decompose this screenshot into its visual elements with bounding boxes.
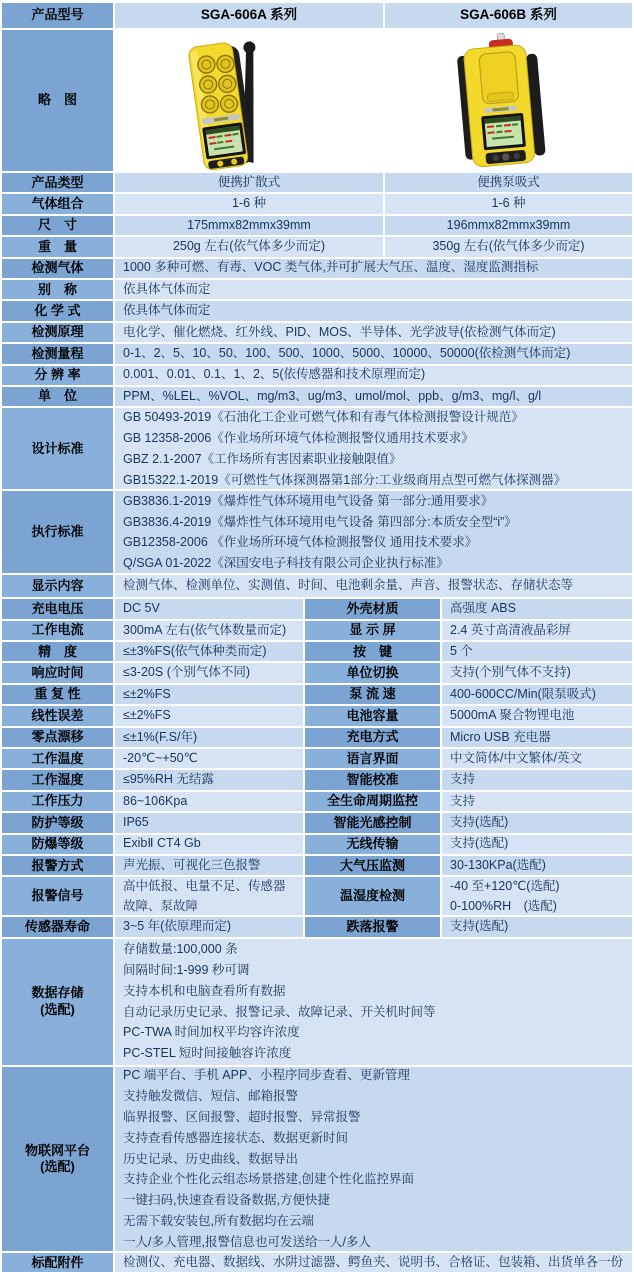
row-label: 重 复 性 [2,685,115,704]
device-photo-sga-606a [115,30,385,171]
row-header [2,3,634,30]
row-label: 标配附件 [2,1253,115,1272]
row-protection-rating [2,813,634,834]
row-label: 气体组合 [2,194,115,213]
row-linearity-error [2,706,634,727]
row-working-current [2,621,634,642]
text-line: PC-STEL 短时间接触容许浓度 [123,1046,292,1061]
row-label: 工作压力 [2,792,115,811]
value-2: 支持(选配) [442,917,634,936]
row-label: 工作湿度 [2,770,115,789]
value-b: 350g 左右(依气体多少而定) [385,237,634,256]
row-label-2: 全生命周期监控 [305,792,442,811]
device-photo-sga-606b [385,30,634,171]
value-a: 250g 左右(依气体多少而定) [115,237,385,256]
row-label: 执行标准 [2,491,115,573]
row-iot-platform [2,1067,634,1254]
label-line: 数据存储 [31,985,84,1001]
value-1: 声光振、可视化三色报警 [115,856,305,875]
row-label-2: 大气压监测 [305,856,442,875]
value-2: Micro USB 充电器 [442,728,634,747]
text-line: -40 至+120℃(选配) [450,878,560,893]
value-1: ≤95%RH 无结露 [115,770,305,789]
text-line: GB15322.1-2019《可燃性气体探测器第1部分:工业级商用点型可燃气体探测器》 [123,472,567,487]
text-line: 一键扫码,快速查看设备数据,方便快捷 [123,1193,330,1208]
temp-humidity-value [442,877,634,915]
row-label [2,1067,115,1252]
value-2: 2.4 英寸高清液晶彩屏 [442,621,634,640]
row-label: 响应时间 [2,663,115,682]
model-b-title: SGA-606B 系列 [385,3,634,28]
value-2: 30-130KPa(选配) [442,856,634,875]
row-value: 检测仪、充电器、数据线、水阱过滤器、鳄鱼夹、说明书、合格证、包装箱、出货单各一份 [115,1253,634,1272]
alarm-signal-value [115,877,305,915]
row-working-pressure [2,792,634,813]
row-label: 报警信号 [2,877,115,915]
value-1: ≤±2%FS [115,706,305,725]
row-value: PPM、%LEL、%VOL、mg/m3、ug/m3、umol/mol、ppb、g/m3、mg/l、g/l [115,387,634,406]
row-label-2: 智能校准 [305,770,442,789]
value-1: 3~5 年(依原理而定) [115,917,305,936]
value-b: 便携泵吸式 [385,173,634,192]
value-1: DC 5V [115,599,305,618]
row-label-2: 单位切换 [305,663,442,682]
row-execution-standard [2,491,634,575]
label-line: (选配) [40,1001,75,1017]
row-value: 电化学、催化燃烧、红外线、PID、MOS、半导体、光学波导(依检测气体而定) [115,323,634,342]
device-illustration-pump [404,32,614,170]
value-1: ≤±2%FS [115,685,305,704]
row-label-2: 跌落报警 [305,917,442,936]
sketch-label: 略 图 [2,30,115,171]
iot-platform-list [115,1067,634,1252]
row-label: 化 学 式 [2,301,115,320]
row-chemical-formula [2,301,634,322]
row-label: 单 位 [2,387,115,406]
data-storage-list [115,939,634,1065]
text-line: 支持企业个性化云组态场景搭建,创建个性化监控界面 [123,1172,414,1187]
value-1: IP65 [115,813,305,832]
text-line: 支持触发微信、短信、邮箱报警 [123,1089,299,1104]
value-2: 高强度 ABS [442,599,634,618]
row-label-2: 电池容量 [305,706,442,725]
row-detection-range [2,344,634,365]
value-2: 400-600CC/Min(限泵吸式) [442,685,634,704]
row-label-2: 泵 流 速 [305,685,442,704]
value-2: 支持(选配) [442,835,634,854]
row-label: 线性误差 [2,706,115,725]
row-unit [2,387,634,408]
row-product-type [2,173,634,194]
row-data-storage [2,939,634,1067]
row-product-images [2,30,634,173]
row-alarm-mode [2,856,634,877]
text-line: GB 12358-2006《作业场所环境气体检测报警仪通用技术要求》 [123,431,474,445]
value-b: 196mmx82mmx39mm [385,216,634,235]
row-label: 产品类型 [2,173,115,192]
row-label: 显示内容 [2,575,115,597]
text-line: 自动记录历史记录、报警记录、故障记录、开关机时间等 [123,1004,436,1019]
row-label-2: 外壳材质 [305,599,442,618]
value-a: 175mmx82mmx39mm [115,216,385,235]
row-explosion-proof-rating [2,835,634,856]
row-detect-gas [2,259,634,280]
row-label: 防护等级 [2,813,115,832]
value-1: -20℃~+50℃ [115,749,305,768]
value-2: 支持 [442,770,634,789]
row-accessories [2,1253,634,1272]
row-value: 0.001、0.01、0.1、1、2、5(依传感器和技术原理而定) [115,366,634,385]
value-2: 5 个 [442,642,634,661]
text-line: GB3836.1-2019《爆炸性气体环境用电气设备 第一部分:通用要求》 [123,493,494,508]
row-label: 检测气体 [2,259,115,278]
value-a: 便携扩散式 [115,173,385,192]
row-zero-drift [2,728,634,749]
row-working-humidity [2,770,634,791]
row-label: 报警方式 [2,856,115,875]
row-label: 别 称 [2,280,115,299]
text-line: 临界报警、区间报警、超时报警、异常报警 [123,1109,361,1124]
value-1: 86~106Kpa [115,792,305,811]
row-label-2: 按 键 [305,642,442,661]
value-1: ≤3-20S (个别气体不同) [115,663,305,682]
text-line: 0-100%RH (选配) [450,899,557,914]
text-line: Q/SGA 01-2022《深国安电子科技有限公司企业执行标准》 [123,556,449,571]
row-charge-voltage [2,599,634,620]
design-standard-list [115,408,634,489]
text-line: 支持查看传感器连接状态、数据更新时间 [123,1130,349,1145]
row-label: 充电电压 [2,599,115,618]
execution-standard-list [115,491,634,573]
value-a: 1-6 种 [115,194,385,213]
row-label: 工作电流 [2,621,115,640]
row-label: 工作温度 [2,749,115,768]
text-line: 一人/多人管理,报警信息也可发送给一人/多人 [123,1234,371,1249]
row-label: 零点漂移 [2,728,115,747]
row-label-2: 充电方式 [305,728,442,747]
device-illustration-diffusion [134,32,364,170]
row-label-2: 温湿度检测 [305,877,442,915]
row-label-2: 语言界面 [305,749,442,768]
row-label: 尺 寸 [2,216,115,235]
row-label [2,939,115,1065]
text-line: PC-TWA 时间加权平均容许浓度 [123,1025,300,1040]
row-label-2: 智能光感控制 [305,813,442,832]
row-label: 精 度 [2,642,115,661]
row-label-2: 显 示 屏 [305,621,442,640]
row-label: 传感器寿命 [2,917,115,936]
value-1: ≤±1%(F.S/年) [115,728,305,747]
row-sensor-life [2,917,634,938]
label-line: (选配) [40,1158,75,1174]
row-resolution [2,366,634,387]
row-repeatability [2,685,634,706]
value-2: 支持(选配) [442,813,634,832]
value-2: 支持 [442,792,634,811]
row-weight [2,237,634,258]
row-alarm-signal [2,877,634,917]
row-value: 依具体气体而定 [115,280,634,299]
row-accuracy [2,642,634,663]
text-line: 间隔时间:1-999 秒可调 [123,963,250,978]
text-line: GBZ 2.1-2007《工作场所有害因素职业接触限值》 [123,451,402,466]
row-label: 防爆等级 [2,835,115,854]
row-label: 重 量 [2,237,115,256]
row-value: 0-1、2、5、10、50、100、500、1000、5000、10000、50000(依检测气体而定) [115,344,634,363]
row-working-temperature [2,749,634,770]
header-col-label: 产品型号 [2,3,115,28]
row-design-standard [2,408,634,491]
model-a-title: SGA-606A 系列 [115,3,385,28]
label-line: 物联网平台 [24,1142,90,1158]
value-2: 支持(个别气体不支持) [442,663,634,682]
value-b: 1-6 种 [385,194,634,213]
row-label: 检测原理 [2,323,115,342]
row-value: 1000 多种可燃、有毒、VOC 类气体,并可扩展大气压、温度、湿度监测指标 [115,259,634,278]
value-2: 5000mA 聚合物锂电池 [442,706,634,725]
value-1: 300mA 左右(依气体数量而定) [115,621,305,640]
row-display-content [2,575,634,599]
row-label: 检测量程 [2,344,115,363]
row-label-2: 无线传输 [305,835,442,854]
value-1: ≤±3%FS(依气体种类而定) [115,642,305,661]
value-1: ExibⅡ CT4 Gb [115,835,305,854]
text-line: 历史记录、历史曲线、数据导出 [123,1151,299,1166]
text-line: GB3836.4-2019《爆炸性气体环境用电气设备 第四部分:本质安全型“i”》 [123,514,517,529]
text-line: GB 50493-2019《石油化工企业可燃气体和有毒气体检测报警设计规范》 [123,410,524,425]
row-dimensions [2,216,634,237]
row-value: 检测气体、检测单位、实测值、时间、电池剩余量、声音、报警状态、存储状态等 [115,575,634,597]
row-gas-combination [2,194,634,215]
text-line: 存储数量:100,000 条 [123,942,238,957]
text-line: 无需下载安装包,所有数据均在云端 [123,1213,314,1228]
row-response-time [2,663,634,684]
text-line: 故障、泵故障 [123,899,199,914]
text-line: GB12358-2006 《作业场所环境气体检测报警仪 通用技术要求》 [123,535,478,550]
row-label: 设计标准 [2,408,115,489]
row-alias [2,280,634,301]
text-line: PC 端平台、手机 APP、小程序同步查看、更新管理 [123,1068,410,1083]
row-label: 分 辨 率 [2,366,115,385]
text-line: 支持本机和电脑查看所有数据 [123,983,286,998]
value-2: 中文简体/中文繁体/英文 [442,749,634,768]
text-line: 高中低报、电量不足、传感器 [123,878,286,893]
row-value: 依具体气体而定 [115,301,634,320]
row-detection-principle [2,323,634,344]
